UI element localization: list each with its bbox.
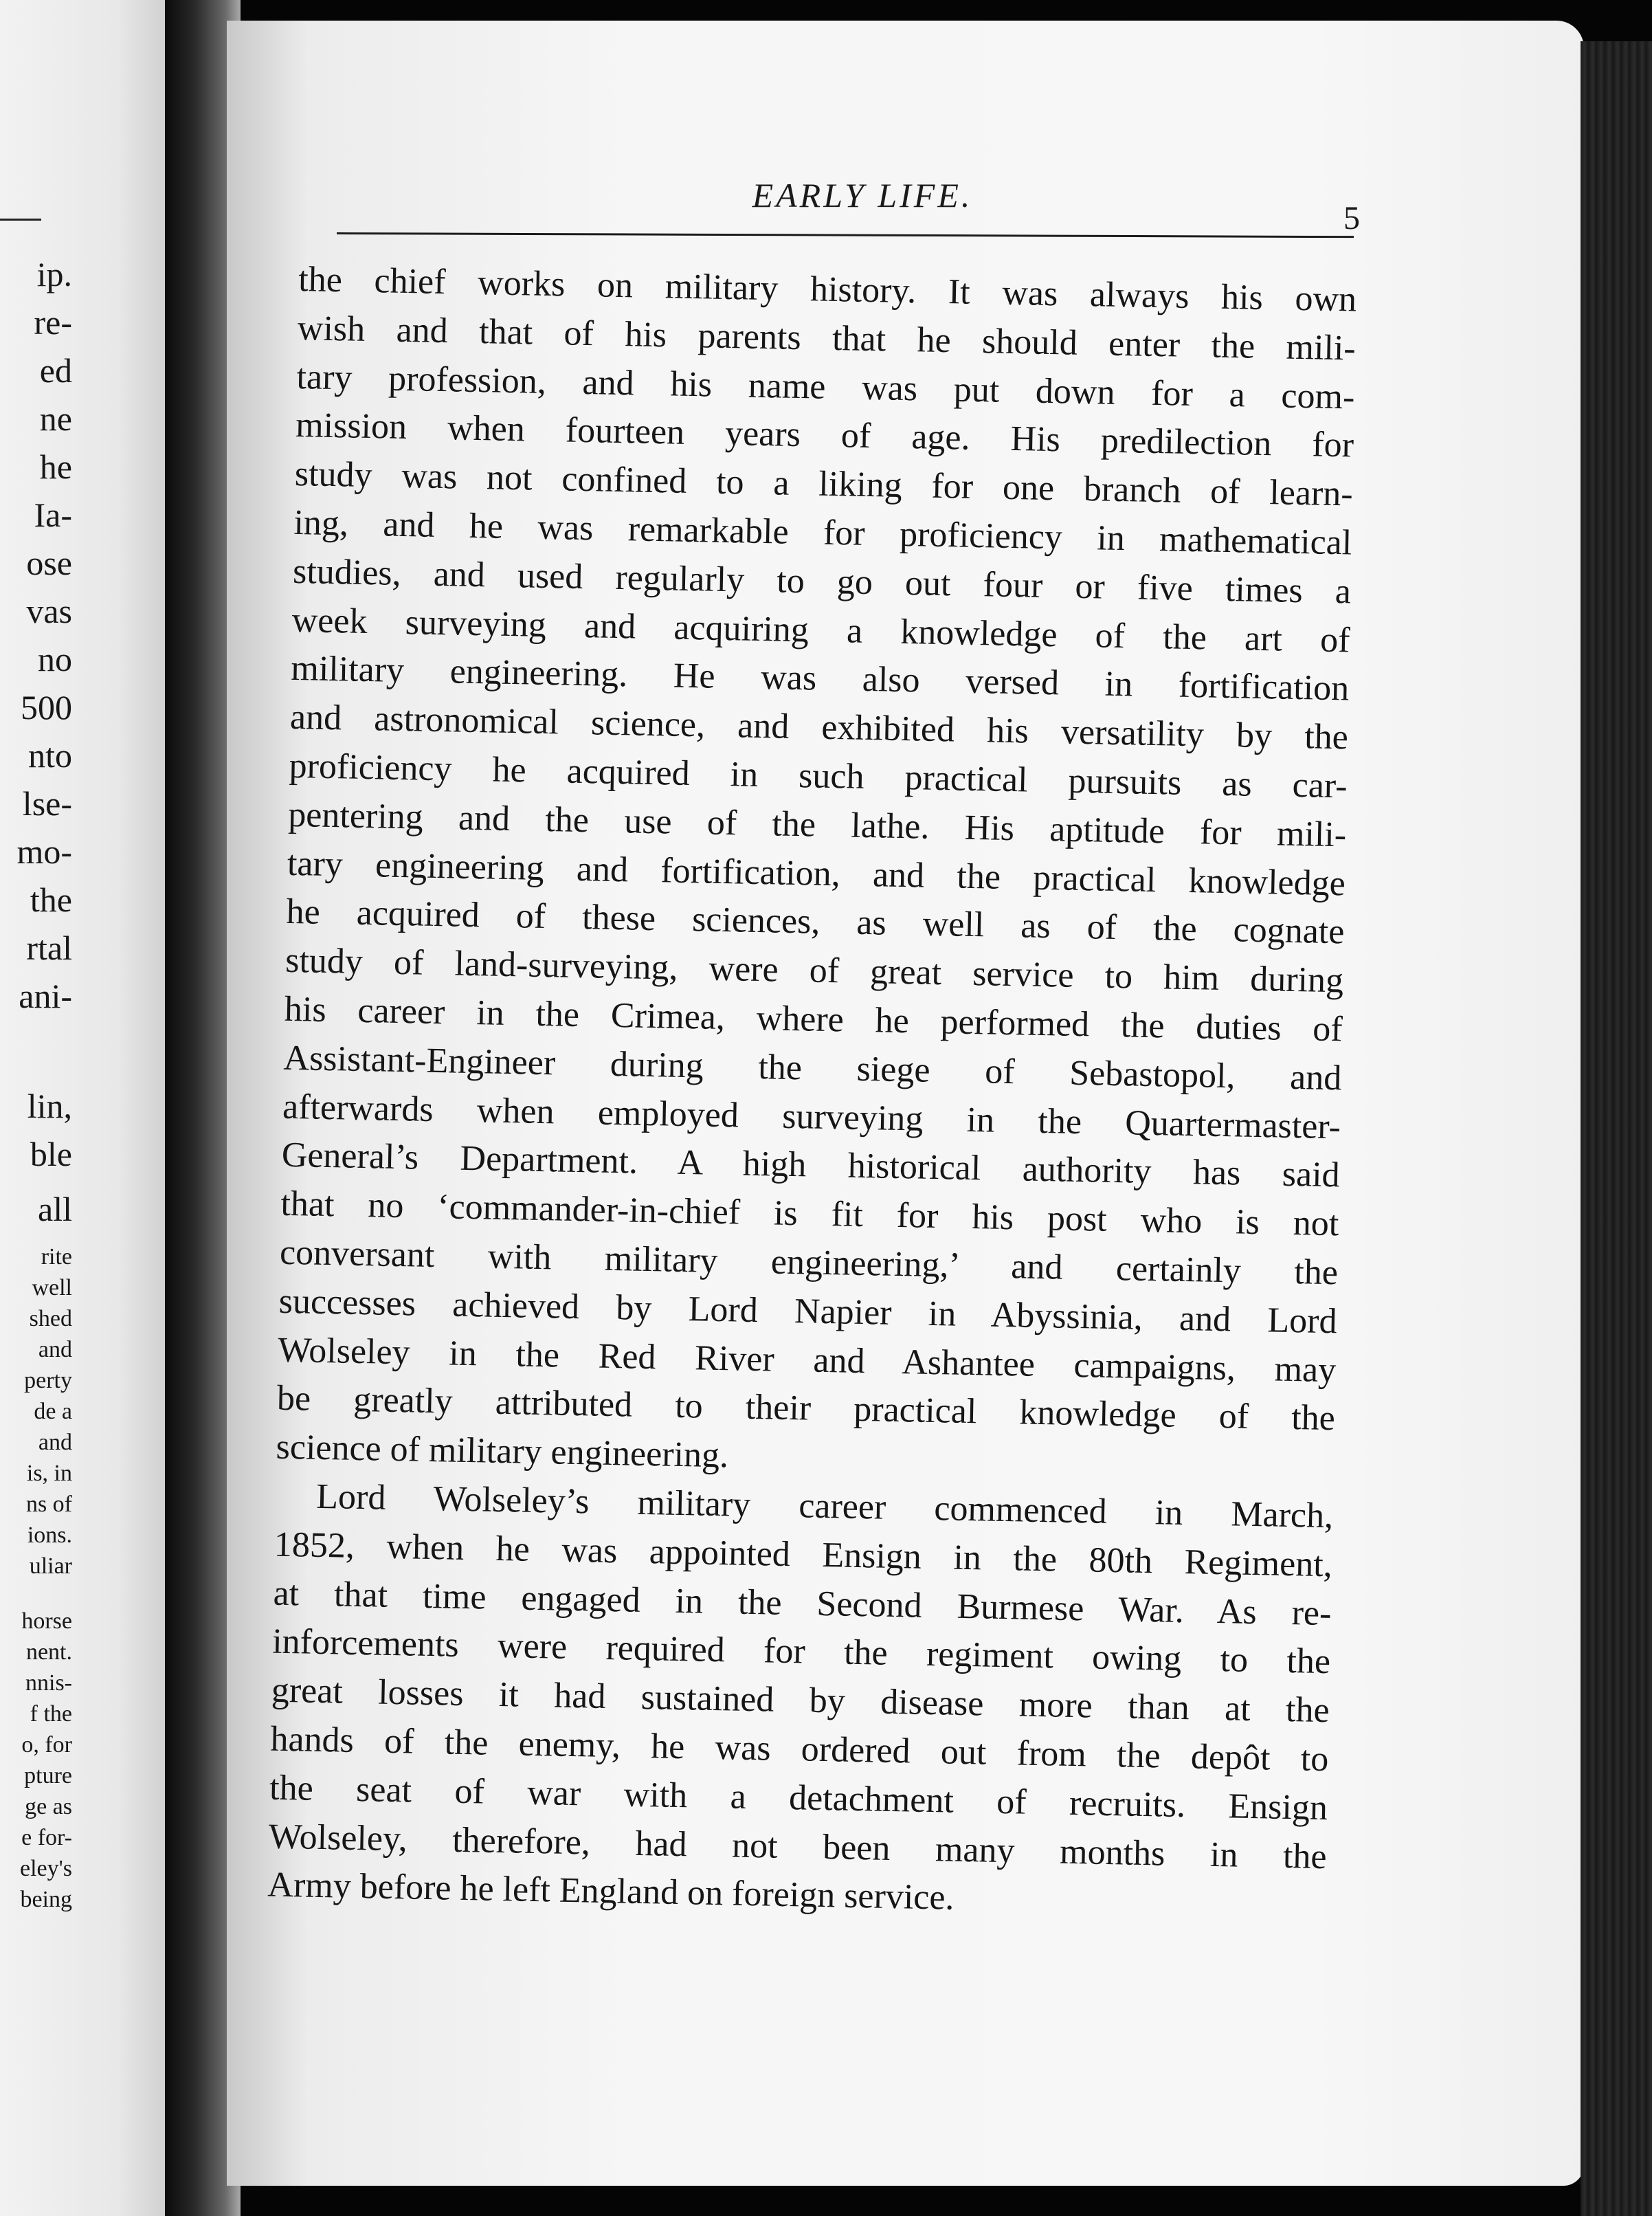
fragment: mo-: [16, 832, 72, 871]
fragment: lin,: [27, 1087, 72, 1125]
text-line: ing, and he was remarkable for proficiency in mathematical: [293, 502, 1352, 563]
text-line: General’s Department. A high historical authority has said: [281, 1135, 1341, 1195]
fragment: ge as: [25, 1794, 72, 1819]
fragment: rite: [41, 1244, 72, 1270]
text-line: at that time engaged in the Second Burmese War. As re-: [273, 1573, 1332, 1633]
text-line: science of military engineering.: [276, 1427, 729, 1476]
fragment: rtal: [26, 929, 72, 967]
fragment: ns of: [25, 1492, 72, 1517]
text-line: 1852, when he was appointed Ensign in the 80th Regiment,: [274, 1525, 1333, 1584]
text-line: hands of the enemy, he was ordered out from the depôt to: [270, 1719, 1329, 1780]
fragment: nent.: [25, 1639, 72, 1665]
fragment: o, for: [21, 1732, 72, 1758]
text-line: Lord Wolseley’s military career commenced in March,: [315, 1476, 1334, 1536]
fragment: the: [30, 880, 72, 919]
text-line: the chief works on military history. It was always his own: [298, 259, 1357, 320]
text-line: Assistant-Engineer during the siege of Sebastopol, and: [283, 1038, 1342, 1098]
page-edges: [1581, 41, 1652, 2216]
fragment: and: [38, 1430, 72, 1455]
text-line: successes achieved by Lord Napier in Abyssinia, and Lord: [278, 1281, 1338, 1342]
fragment: well: [32, 1275, 72, 1300]
text-line: tary profession, and his name was put down for a com-: [296, 357, 1355, 417]
text-line: military engineering. He was also versed in fortification: [290, 649, 1350, 709]
text-line: that no ‘commander-in-chief is fit for his post who is not: [280, 1184, 1339, 1244]
fragment: nnis-: [25, 1670, 72, 1696]
fragment: perty: [24, 1368, 72, 1393]
text-line: his career in the Crimea, where he performed the duties of: [284, 989, 1343, 1050]
text-line: studies, and used regularly to go out four or five times a: [292, 551, 1352, 612]
text-line: proficiency he acquired in such practical pursuits as car-: [289, 746, 1348, 806]
left-facing-page: [0, 0, 168, 2216]
fragment: is, in: [26, 1461, 72, 1486]
fragment: e for-: [21, 1825, 72, 1850]
text-line: conversant with military engineering,’ and certainly the: [279, 1232, 1339, 1293]
fragment: nto: [28, 736, 72, 775]
fragment: eley's: [20, 1856, 72, 1881]
text-line: Army before he left England on foreign service.: [267, 1865, 955, 1918]
body-text: [267, 256, 1357, 1930]
text-line: Wolseley, therefore, had not been many months in the: [268, 1817, 1328, 1876]
fragment: all: [38, 1190, 72, 1228]
text-line: inforcements were required for the regiment owing to the: [271, 1621, 1331, 1682]
fragment: de a: [34, 1399, 72, 1424]
text-line: study was not confined to a liking for one branch of learn-: [294, 454, 1354, 514]
fragment: ani-: [19, 977, 72, 1015]
text-line: wish and that of his parents that he should enter the mili-: [297, 308, 1357, 368]
text-line: afterwards when employed surveying in the Quartermaster-: [282, 1087, 1341, 1146]
left-page-rule: [0, 219, 41, 221]
text-line: the seat of war with a detachment of recruits. Ensign: [269, 1768, 1328, 1828]
fragment: no: [38, 640, 72, 678]
fragment: f the: [30, 1701, 72, 1727]
fragment: being: [20, 1887, 72, 1912]
fragment: Ia-: [34, 496, 72, 534]
fragment: ed: [39, 351, 72, 390]
fragment: vas: [26, 592, 72, 630]
text-line: pentering and the use of the lathe. His aptitude for mili-: [287, 795, 1347, 855]
text-line: Wolseley in the Red River and Ashantee campaigns, may: [277, 1330, 1337, 1390]
fragment: ble: [30, 1135, 72, 1173]
fragment: 500: [21, 688, 72, 727]
fragment: lse-: [22, 784, 72, 823]
text-line: be greatly attributed to their practical knowledge of the: [276, 1379, 1336, 1439]
fragment: ose: [26, 544, 72, 582]
text-line: mission when fourteen years of age. His predilection for: [295, 406, 1354, 465]
fragment: pture: [24, 1763, 72, 1788]
fragment: and: [38, 1337, 72, 1362]
text-line: great losses it had sustained by disease more than at the: [271, 1670, 1330, 1731]
fragment: he: [39, 447, 72, 486]
fragment: ne: [39, 399, 72, 438]
fragment: shed: [29, 1306, 72, 1331]
fragment: uliar: [29, 1553, 72, 1579]
text-line: and astronomical science, and exhibited his versatility by the: [289, 698, 1349, 757]
text-line: he acquired of these sciences, as well as of the cognate: [286, 892, 1345, 952]
fragment: ions.: [27, 1522, 72, 1548]
text-line: study of land-surveying, were of great service to him during: [284, 940, 1344, 1001]
text-line: week surveying and acquiring a knowledge of the art of: [291, 600, 1351, 661]
fragment: re-: [34, 303, 72, 342]
text-line: tary engineering and fortification, and the practical knowledge: [287, 843, 1346, 903]
fragment: ip.: [36, 255, 72, 293]
running-header: EARLY LIFE.: [752, 176, 973, 214]
fragment: horse: [21, 1608, 72, 1634]
page-number: 5: [1343, 200, 1360, 236]
